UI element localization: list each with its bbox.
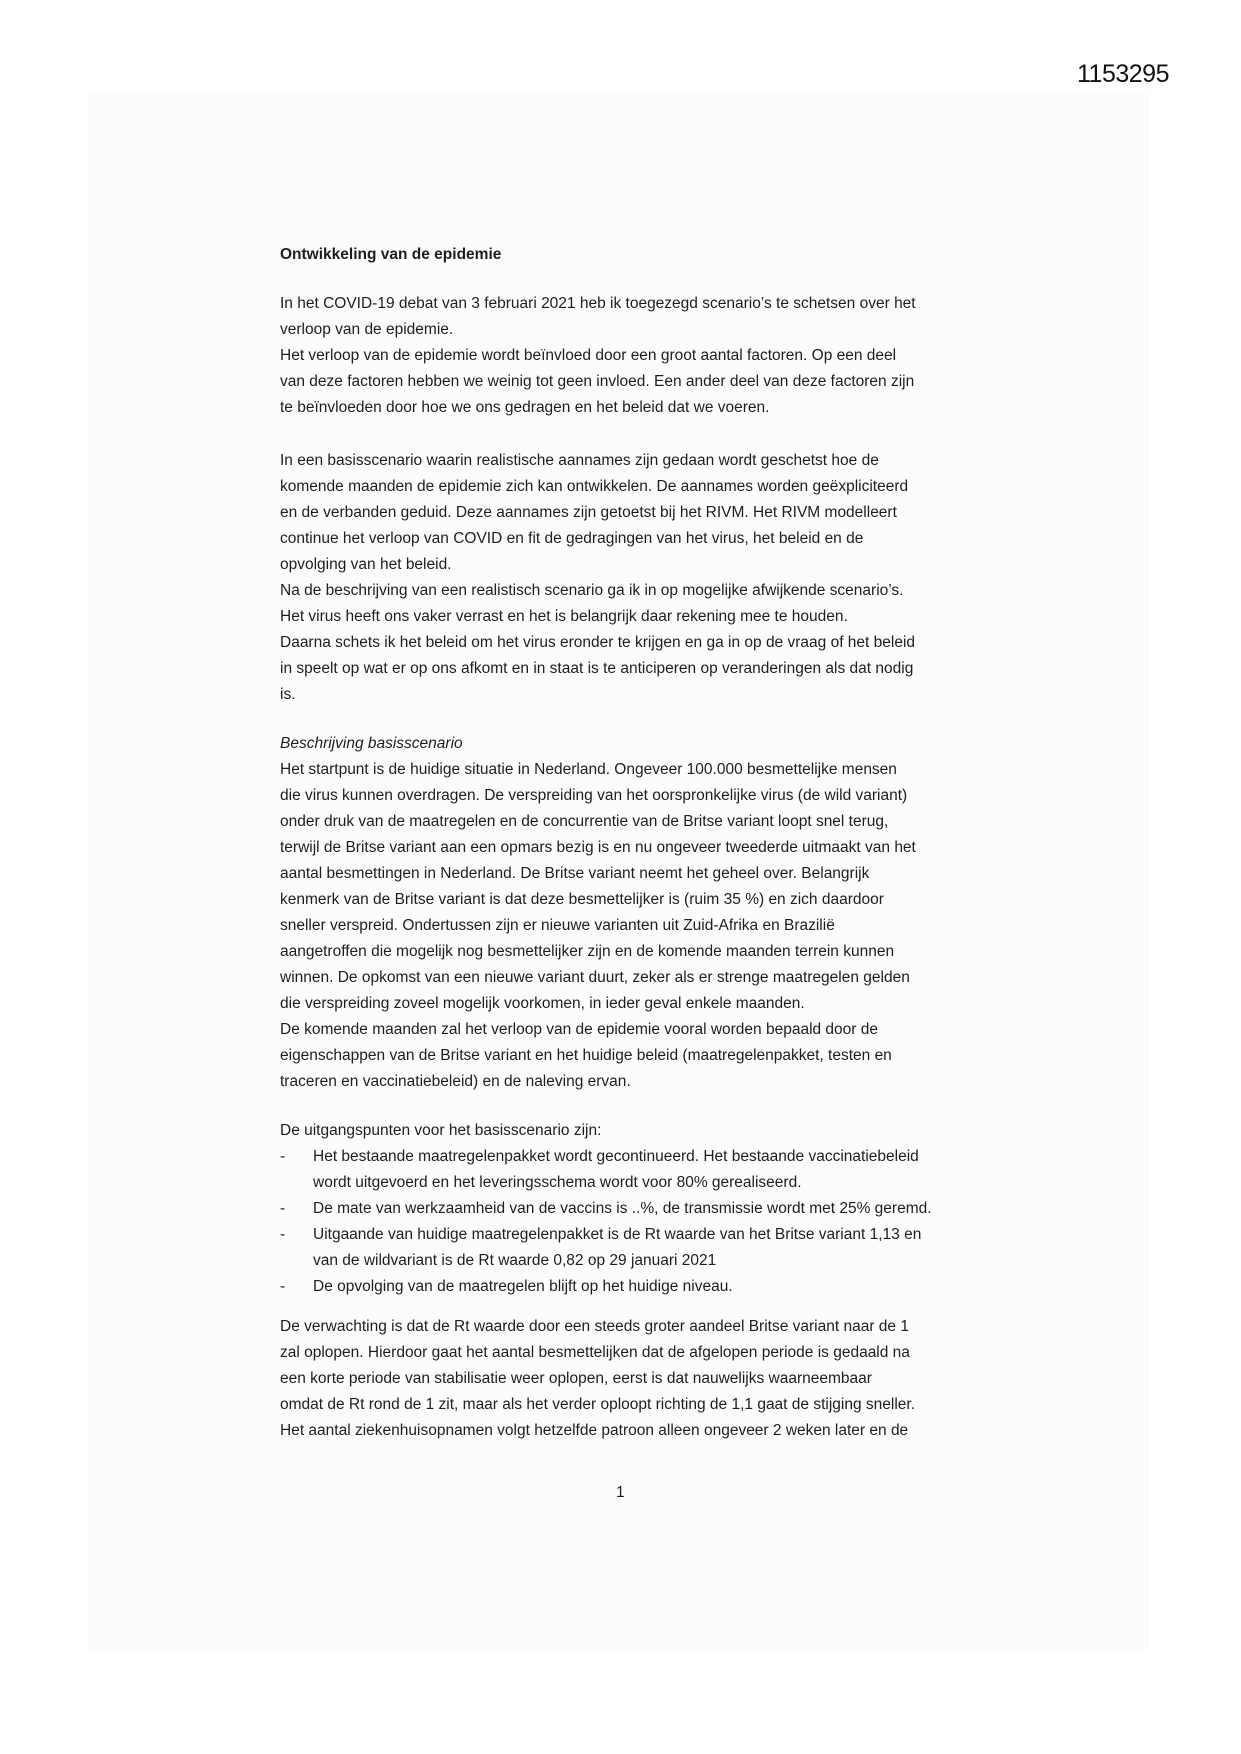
- list-intro: De uitgangspunten voor het basisscenario zijn:: [280, 1122, 602, 1139]
- text-line: sneller verspreid. Ondertussen zijn er nieuwe varianten uit Zuid-Afrika en Brazilië: [280, 917, 835, 934]
- section-heading: Ontwikkeling van de epidemie: [280, 246, 502, 263]
- text-line: Het bestaande maatregelenpakket wordt gecontinueerd. Het bestaande vaccinatiebeleid: [313, 1148, 919, 1165]
- bullet-dash: -: [280, 1226, 286, 1243]
- text-line: is.: [280, 686, 296, 703]
- text-line: Uitgaande van huidige maatregelenpakket is de Rt waarde van het Britse variant 1,13 en: [313, 1226, 922, 1243]
- text-line: in speelt op wat er op ons afkomt en in staat is te anticiperen op veranderingen als dat nodig: [280, 660, 914, 677]
- text-line: onder druk van de maatregelen en de concurrentie van de Britse variant loopt snel terug,: [280, 813, 889, 830]
- document-number: 1153295: [1077, 60, 1169, 88]
- text-line: van deze factoren hebben we weinig tot geen invloed. Een ander deel van deze factoren zijn: [280, 373, 915, 390]
- text-line: wordt uitgevoerd en het leveringsschema wordt voor 80% gerealiseerd.: [313, 1174, 802, 1191]
- text-line: kenmerk van de Britse variant is dat deze besmettelijker is (ruim 35 %) en zich daardoor: [280, 891, 884, 908]
- text-line: en de verbanden geduid. Deze aannames zijn getoetst bij het RIVM. Het RIVM modelleert: [280, 504, 897, 521]
- text-line: De verwachting is dat de Rt waarde door een steeds groter aandeel Britse variant naar de 1: [280, 1318, 909, 1335]
- text-line: aantal besmettingen in Nederland. De Britse variant neemt het geheel over. Belangrijk: [280, 865, 870, 882]
- text-line: een korte periode van stabilisatie weer oplopen, eerst is dat nauwelijks waarneembaar: [280, 1370, 872, 1387]
- text-line: Het verloop van de epidemie wordt beïnvloed door een groot aantal factoren. Op een deel: [280, 347, 897, 364]
- text-line: Het startpunt is de huidige situatie in Nederland. Ongeveer 100.000 besmettelijke mensen: [280, 761, 897, 778]
- text-line: traceren en vaccinatiebeleid) en de naleving ervan.: [280, 1073, 631, 1090]
- paragraph-expectation: [280, 1314, 915, 1444]
- text-line: aangetroffen die mogelijk nog besmettelijker zijn en de komende maanden terrein kunnen: [280, 943, 895, 960]
- text-line: De mate van werkzaamheid van de vaccins is ..%, de transmissie wordt met 25% geremd.: [313, 1200, 932, 1217]
- text-line: In het COVID-19 debat van 3 februari 2021 heb ik toegezegd scenario’s te schetsen over het: [280, 295, 916, 312]
- list-item: [280, 1274, 932, 1300]
- text-line: te beïnvloeden door hoe we ons gedragen en het beleid dat we voeren.: [280, 399, 770, 416]
- text-line: zal oplopen. Hierdoor gaat het aantal besmettelijken dat de afgelopen periode is gedaald na: [280, 1344, 910, 1361]
- text-line: omdat de Rt rond de 1 zit, maar als het verder oploopt richting de 1,1 gaat de stijging sneller.: [280, 1396, 916, 1413]
- text-line: continue het verloop van COVID en fit de gedragingen van het virus, het beleid en de: [280, 530, 864, 547]
- text-line: winnen. De opkomst van een nieuwe variant duurt, zeker als er strenge maatregelen gelden: [280, 969, 910, 986]
- text-line: komende maanden de epidemie zich kan ontwikkelen. De aannames worden geëxpliciteerd: [280, 478, 909, 495]
- text-line: terwijl de Britse variant aan een opmars bezig is en nu ongeveer tweederde uitmaakt van het: [280, 839, 916, 856]
- text-line: verloop van de epidemie.: [280, 321, 454, 338]
- text-line: die virus kunnen overdragen. De verspreiding van het oorspronkelijke virus (de wild variant): [280, 787, 908, 804]
- bullet-dash: -: [280, 1148, 286, 1165]
- text-line: eigenschappen van de Britse variant en het huidige beleid (maatregelenpakket, testen en: [280, 1047, 892, 1064]
- paragraph-basisscenario: [280, 757, 916, 1095]
- text-line: opvolging van het beleid.: [280, 556, 452, 573]
- text-line: Na de beschrijving van een realistisch scenario ga ik in op mogelijke afwijkende scenario’s.: [280, 582, 904, 599]
- page-number: 1: [616, 1484, 625, 1501]
- bullet-dash: -: [280, 1200, 286, 1217]
- text-line: die verspreiding zoveel mogelijk voorkomen, in ieder geval enkele maanden.: [280, 995, 805, 1012]
- bullet-dash: -: [280, 1278, 286, 1295]
- text-line: De komende maanden zal het verloop van de epidemie vooral worden bepaald door de: [280, 1021, 879, 1038]
- paragraph-intro: [280, 291, 916, 421]
- paragraph-scenario-overview: [280, 448, 915, 708]
- list-item: [280, 1196, 932, 1222]
- list-item: [280, 1222, 932, 1274]
- text-line: van de wildvariant is de Rt waarde 0,82 op 29 januari 2021: [313, 1252, 717, 1269]
- text-line: Het virus heeft ons vaker verrast en het is belangrijk daar rekening mee te houden.: [280, 608, 848, 625]
- text-line: Het aantal ziekenhuisopnamen volgt hetzelfde patroon alleen ongeveer 2 weken later en de: [280, 1422, 909, 1439]
- list-item: [280, 1144, 932, 1196]
- assumptions-list: [280, 1144, 932, 1300]
- text-line: In een basisscenario waarin realistische aannames zijn gedaan wordt geschetst hoe de: [280, 452, 879, 469]
- text-line: De opvolging van de maatregelen blijft op het huidige niveau.: [313, 1278, 733, 1295]
- subheading: Beschrijving basisscenario: [280, 735, 463, 752]
- text-line: Daarna schets ik het beleid om het virus eronder te krijgen en ga in op de vraag of het beleid: [280, 634, 916, 651]
